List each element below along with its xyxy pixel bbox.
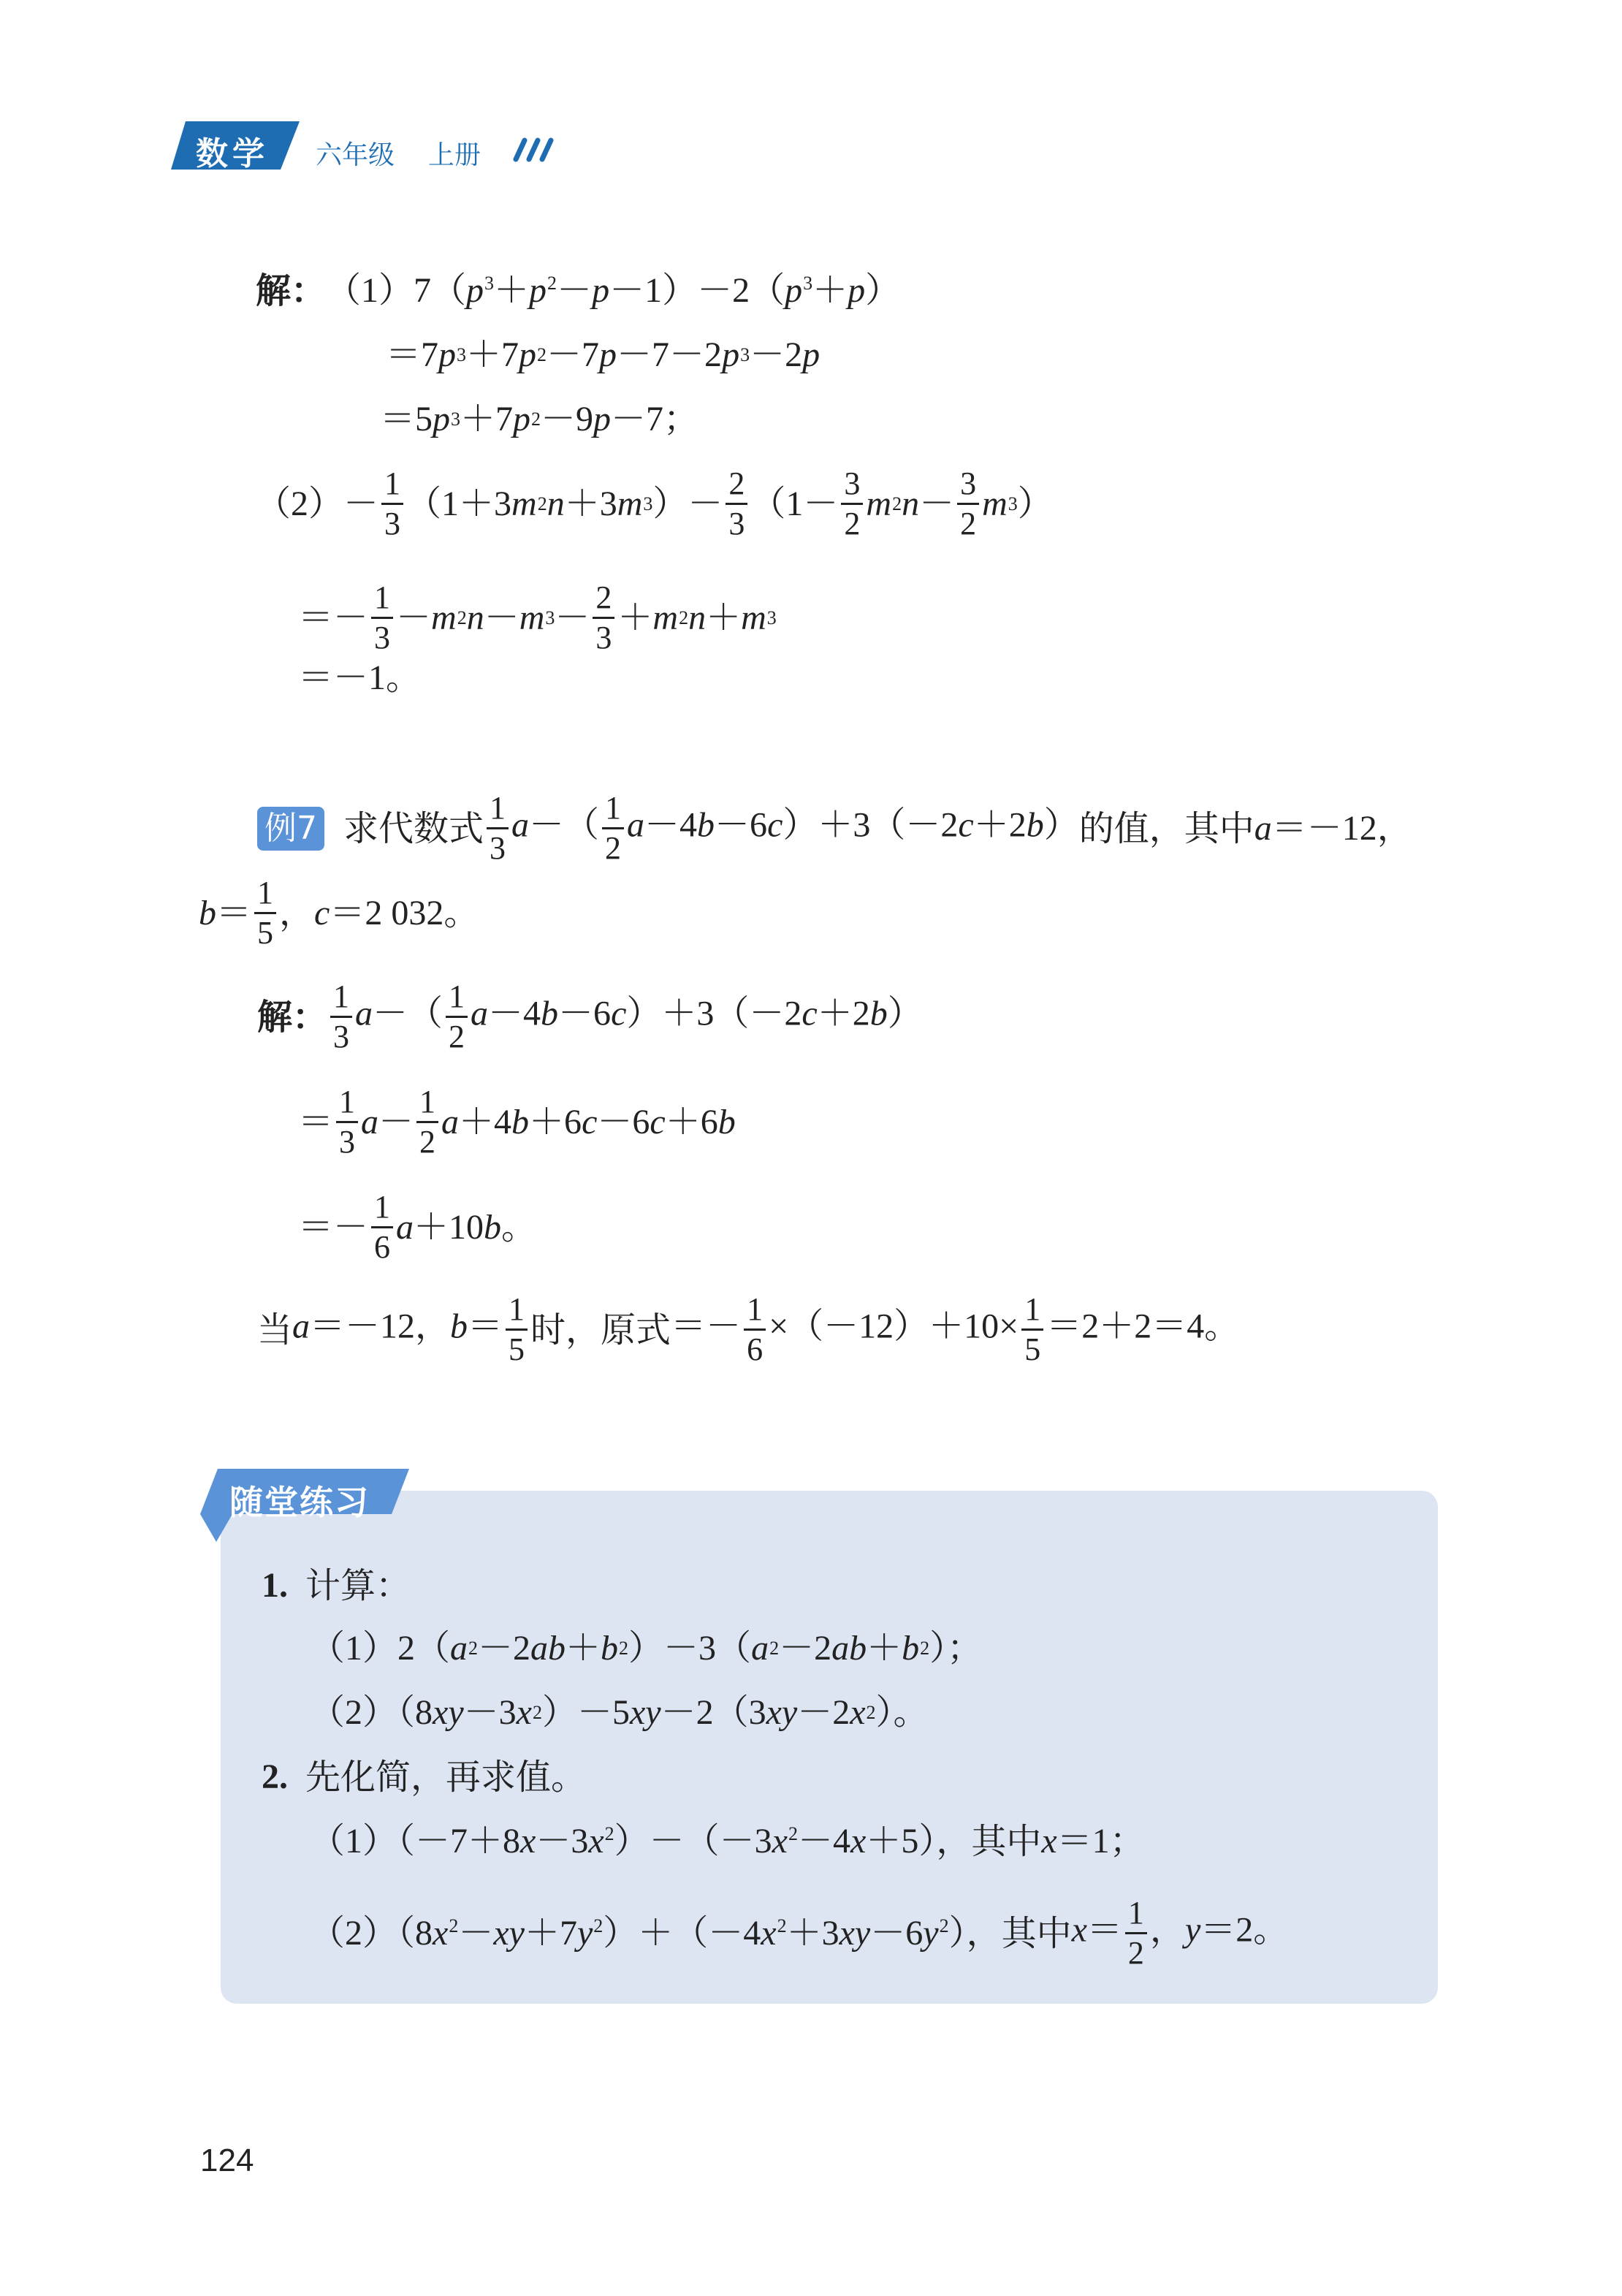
practice-question-2b: $(2)(8x^2-xy+7y^2)+(-4x^2+3xy-6y^2)$， 其中 x＝ $\frac{1}{2}$ ，y＝2。	[310, 1895, 1289, 1971]
fraction: $\frac{1}{2}$	[446, 981, 468, 1053]
solution6-part1-text: $(1)7(p^3+p^2-p-1)-2(p^3+p)$	[326, 271, 901, 310]
fraction: $\frac{2}{3}$	[726, 468, 747, 540]
question-text: 先化简，再求值。	[305, 1757, 587, 1798]
decorative-slashes-icon	[506, 136, 557, 162]
fraction: $\frac{1}{3}$	[381, 468, 403, 540]
example7-question-line1: 例7 求代数式 $\frac{1}{3}$ a－（ $\frac{1}{2}$ a－4b－6c）＋3（－2c＋2b） 的值，其中 a＝－12，	[257, 792, 1412, 864]
fraction: $\frac{1}{3}$	[330, 981, 352, 1053]
page-number: 124	[200, 2143, 254, 2178]
practice-question-1	[262, 1565, 411, 1606]
example7-solution-step1: ＝ $\frac{1}{3}$ a － $\frac{1}{2}$ a ＋4 b ＋6 c －6 c ＋6 b	[298, 1084, 736, 1160]
practice-question-1b: （2）（8 xy －3 x 2 ）－5 xy －2（3 xy －2 x 2 ）。	[310, 1693, 929, 1732]
solution6-part2-step1: ＝－ $\frac{1}{3}$ － m 2 n － m 3 － $\frac{2}{3}$ ＋ m 2 n ＋ m 3	[298, 579, 777, 655]
fraction: $\frac{1}{5}$	[254, 877, 276, 949]
example7-solution-step2: ＝－ $\frac{1}{6}$ a ＋10 b 。	[298, 1189, 537, 1265]
volume-label: 上册	[428, 140, 481, 170]
question-number: 1.	[262, 1566, 288, 1605]
subject-title: 数学	[196, 135, 269, 172]
solution6-label: 解：	[256, 270, 327, 311]
fraction: $\frac{1}{2}$	[1125, 1897, 1147, 1969]
practice-question-2	[262, 1757, 587, 1798]
fraction: $\frac{3}{2}$	[957, 468, 979, 540]
practice-question-1a: （1）2（ a 2 －2 ab ＋ b 2 ）－3（ a 2 －2 ab ＋ b 2 ）；	[310, 1629, 983, 1668]
fraction: $\frac{1}{5}$	[506, 1293, 528, 1366]
solution6-part1-expression	[256, 270, 901, 311]
fraction: $\frac{2}{3}$	[593, 582, 614, 654]
practice-question-2a: $(1)(-7+8x-3x^2)-(-3x^2-4x+5)$， 其中 x＝1；	[310, 1821, 1145, 1862]
solution6-part2-step2: ＝－1。	[298, 658, 422, 697]
fraction: $\frac{1}{6}$	[744, 1293, 766, 1366]
fraction: $\frac{1}{3}$	[371, 582, 393, 654]
example7-substitution: 当 a＝－12，b＝ $\frac{1}{5}$ 时，原式 ＝－ $\frac{1}{6}$ ×（－12）＋10× $\frac{1}{5}$ ＝2＋2＝4。	[257, 1291, 1240, 1367]
practice-title: 随堂练习	[229, 1483, 370, 1522]
question-number: 2.	[262, 1757, 288, 1796]
fraction: $\frac{1}{6}$	[371, 1191, 393, 1263]
fraction: $\frac{1}{3}$	[487, 792, 509, 864]
fraction: $\frac{1}{2}$	[602, 792, 624, 864]
fraction: $\frac{1}{3}$	[336, 1086, 358, 1158]
example7-solution-label: 解：	[257, 996, 328, 1038]
fraction: $\frac{1}{5}$	[1021, 1293, 1043, 1366]
solution6-part2-expression: （2）－ $\frac{1}{3}$ （1＋3 m 2 n ＋3 m 3 ）－ $\frac{2}{3}$ （1－ $\frac{3}{2}$ m 2 n － $\frac{3}{2}$ m 3 ）	[256, 465, 1053, 541]
example7-tag: 例7	[257, 807, 324, 851]
grade-label: 六年级	[316, 140, 395, 170]
example7-solution-expression: 解： $\frac{1}{3}$ a－（ $\frac{1}{2}$ a－4b－6c）＋3（－2c＋2b）	[257, 978, 923, 1054]
fraction: $\frac{3}{2}$	[841, 468, 863, 540]
solution6-part1-step1: ＝7 p 3 ＋7 p 2 －7 p －7－2 p 3 －2 p	[386, 335, 820, 374]
fraction: $\frac{1}{2}$	[416, 1086, 438, 1158]
question-text: 计算：	[305, 1565, 411, 1606]
solution6-part1-step2: ＝5 p 3 ＋7 p 2 －9 p －7；	[380, 400, 699, 438]
example7-question-line2: b ＝ $\frac{1}{5}$ ， c ＝2 032。	[199, 875, 479, 951]
